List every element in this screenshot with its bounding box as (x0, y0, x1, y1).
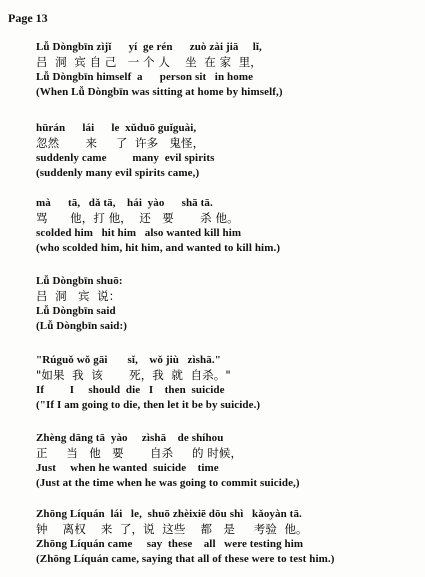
gloss-line: scolded him hit him also wanted kill him (36, 227, 242, 239)
gloss-line: Lǚ Dòngbīn said (36, 305, 116, 317)
page-number: Page 13 (8, 11, 48, 25)
pinyin-line: Lǚ Dòngbīn shuō: (36, 275, 123, 287)
hanzi-line: 骂 他，打 他， 还 要 杀 他。 (36, 211, 239, 225)
translation-line: (When Lǚ Dòngbīn was sitting at home by himself,) (36, 86, 283, 98)
translation-line: (Just at the time when he was going to commit suicide,) (36, 477, 300, 489)
gloss-line: Zhōng Líquán came say these all were testing him (36, 538, 304, 550)
stanza (36, 507, 335, 567)
gloss-line: Just when he wanted suicide time (36, 462, 219, 474)
hanzi-line: "如果 我 该 死，我 就 自杀。" (36, 368, 231, 382)
stanza (36, 40, 283, 100)
stanza (36, 121, 214, 181)
stanza (36, 196, 280, 256)
translation-line: (Zhōng Líquán came, saying that all of these were to test him.) (36, 553, 335, 565)
gloss-line: Lǚ Dòngbīn himself a person sit in home (36, 71, 254, 83)
stanza (36, 353, 260, 413)
pinyin-line: Zhèng dāng tā yào zìshā de shíhou (36, 432, 224, 444)
gloss-line: If I should die I then suicide (36, 384, 225, 396)
hanzi-line: 吕 洞 宾 说： (36, 289, 121, 303)
hanzi-line: 忽然 来 了 许多 鬼怪， (36, 136, 205, 150)
gloss-line: suddenly came many evil spirits (36, 152, 215, 164)
stanza (36, 274, 127, 334)
translation-line: (Lǚ Dòngbīn said:) (36, 320, 128, 332)
translation-line: (suddenly many evil spirits came,) (36, 167, 200, 179)
stanza (36, 431, 300, 491)
pinyin-line: mà tā, dǎ tā, hái yào shā tā. (36, 197, 213, 209)
hanzi-line: 正 当 他 要 自杀 的 时候， (36, 446, 243, 460)
pinyin-line: Zhōng Líquán lái le, shuō zhèixiē dōu shì kǎoyàn tā. (36, 508, 302, 520)
pinyin-line: Lǚ Dòngbīn zìjǐ yí ge rén zuò zài jiā lǐ, (36, 41, 262, 53)
pinyin-line: "Rúguǒ wǒ gāi sǐ, wǒ jiù zìshā." (36, 354, 221, 366)
translation-line: (who scolded him, hit him, and wanted to kill him.) (36, 242, 281, 254)
translation-line: ("If I am going to die, then let it be by suicide.) (36, 399, 261, 411)
hanzi-line: 吕 洞 宾 自 己 一 个 人 坐 在 家 里， (36, 55, 262, 69)
pinyin-line: hūrán lái le xǔduō guǐguài, (36, 122, 197, 134)
hanzi-line: 钟 离权 来 了，说 这些 都 是 考验 他。 (36, 522, 308, 536)
